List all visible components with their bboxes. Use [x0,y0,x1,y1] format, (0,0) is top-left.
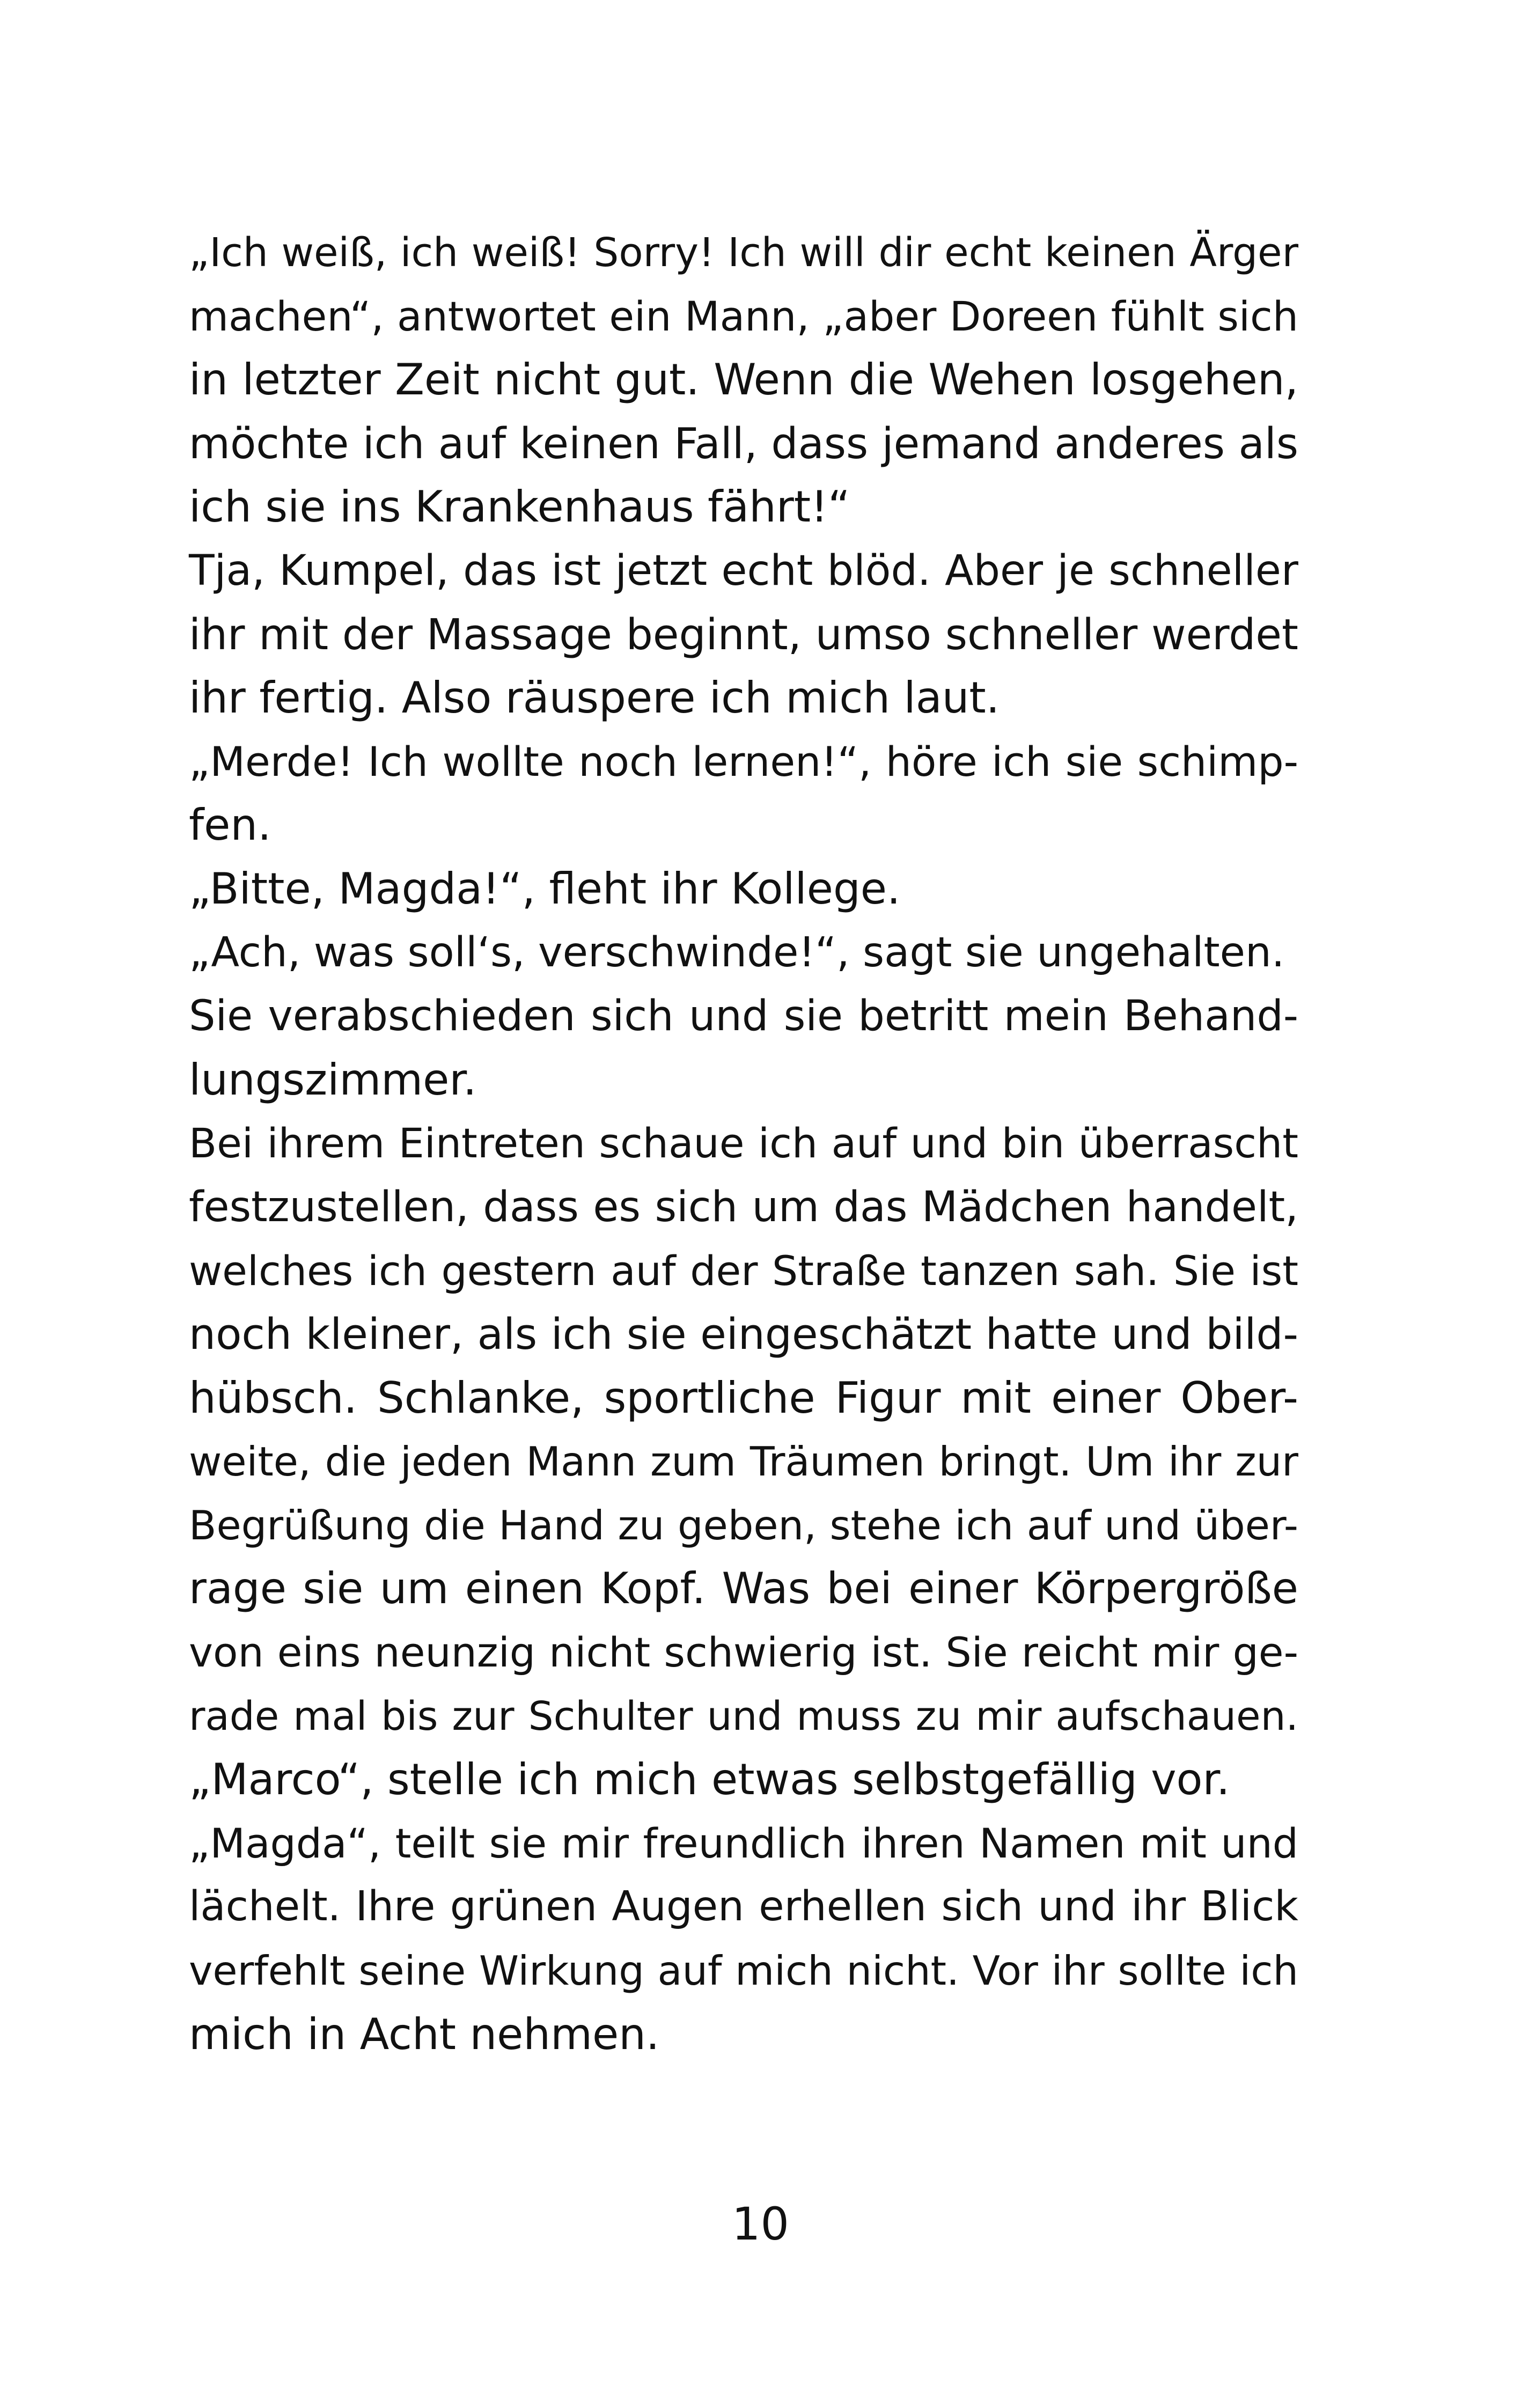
text-line: Sie verabschieden sich und sie betritt mein Behand- [189,992,1298,1041]
text-line: Begrüßung die Hand zu geben, stehe ich auf und über- [189,1501,1298,1549]
text-line: mich in Acht nehmen. [189,2009,660,2059]
text-line: möchte ich auf keinen Fall, dass jemand anderes als [189,419,1298,468]
text-line: noch kleiner, als ich sie eingeschätzt hatte und bild- [189,1310,1298,1360]
text-line: „Ich weiß, ich weiß! Sorry! Ich will dir echt keinen Ärger [189,230,1298,276]
text-line: ich sie ins Krankenhaus fährt!“ [189,482,850,532]
text-line: rage sie um einen Kopf. Was bei einer Körpergröße [189,1563,1298,1614]
text-line: „Ach, was soll‘s, verschwinde!“, sagt sie ungehalten. [189,928,1285,977]
text-line: verfehlt seine Wirkung auf mich nicht. Vor ihr sollte ich [189,1947,1298,1995]
text-line: „Bitte, Magda!“, fleht ihr Kollege. [189,863,901,914]
text-line: hübsch. Schlanke, sportliche Figur mit einer Ober- [189,1372,1298,1423]
text-line: rade mal bis zur Schulter und muss zu mir aufschauen. [189,1693,1298,1739]
text-line: lungszimmer. [189,1054,477,1105]
text-line: fen. [189,800,271,850]
text-line: ihr fertig. Also räuspere ich mich laut. [189,673,1000,723]
text-line: Bei ihrem Eintreten schaue ich auf und bin überrascht [189,1119,1298,1168]
text-line: „Marco“, stelle ich mich etwas selbstgefällig vor. [189,1754,1230,1805]
text-line: „Merde! Ich wollte noch lernen!“, höre ich sie schimp- [189,737,1298,785]
text-line: von eins neunzig nicht schwierig ist. Sie reicht mir ge- [189,1628,1298,1677]
text-line: machen“, antwortet ein Mann, „aber Doreen fühlt sich [189,292,1298,340]
text-line: lächelt. Ihre grünen Augen erhellen sich und ihr Blick [189,1883,1298,1931]
text-line: in letzter Zeit nicht gut. Wenn die Wehen losgehen, [189,355,1298,405]
text-line: festzustellen, dass es sich um das Mädchen handelt, [189,1183,1298,1231]
text-line: Tja, Kumpel, das ist jetzt echt blöd. Aber je schneller [189,546,1298,595]
body-text [189,221,1298,2066]
text-line: welches ich gestern auf der Straße tanzen sah. Sie ist [189,1246,1298,1295]
text-line: ihr mit der Massage beginnt, umso schneller werdet [189,610,1298,659]
page-number: 10 [732,2198,789,2250]
text-line: „Magda“, teilt sie mir freundlich ihren Namen mit und [189,1819,1298,1867]
text-line: weite, die jeden Mann zum Träumen bringt. Um ihr zur [189,1438,1298,1486]
